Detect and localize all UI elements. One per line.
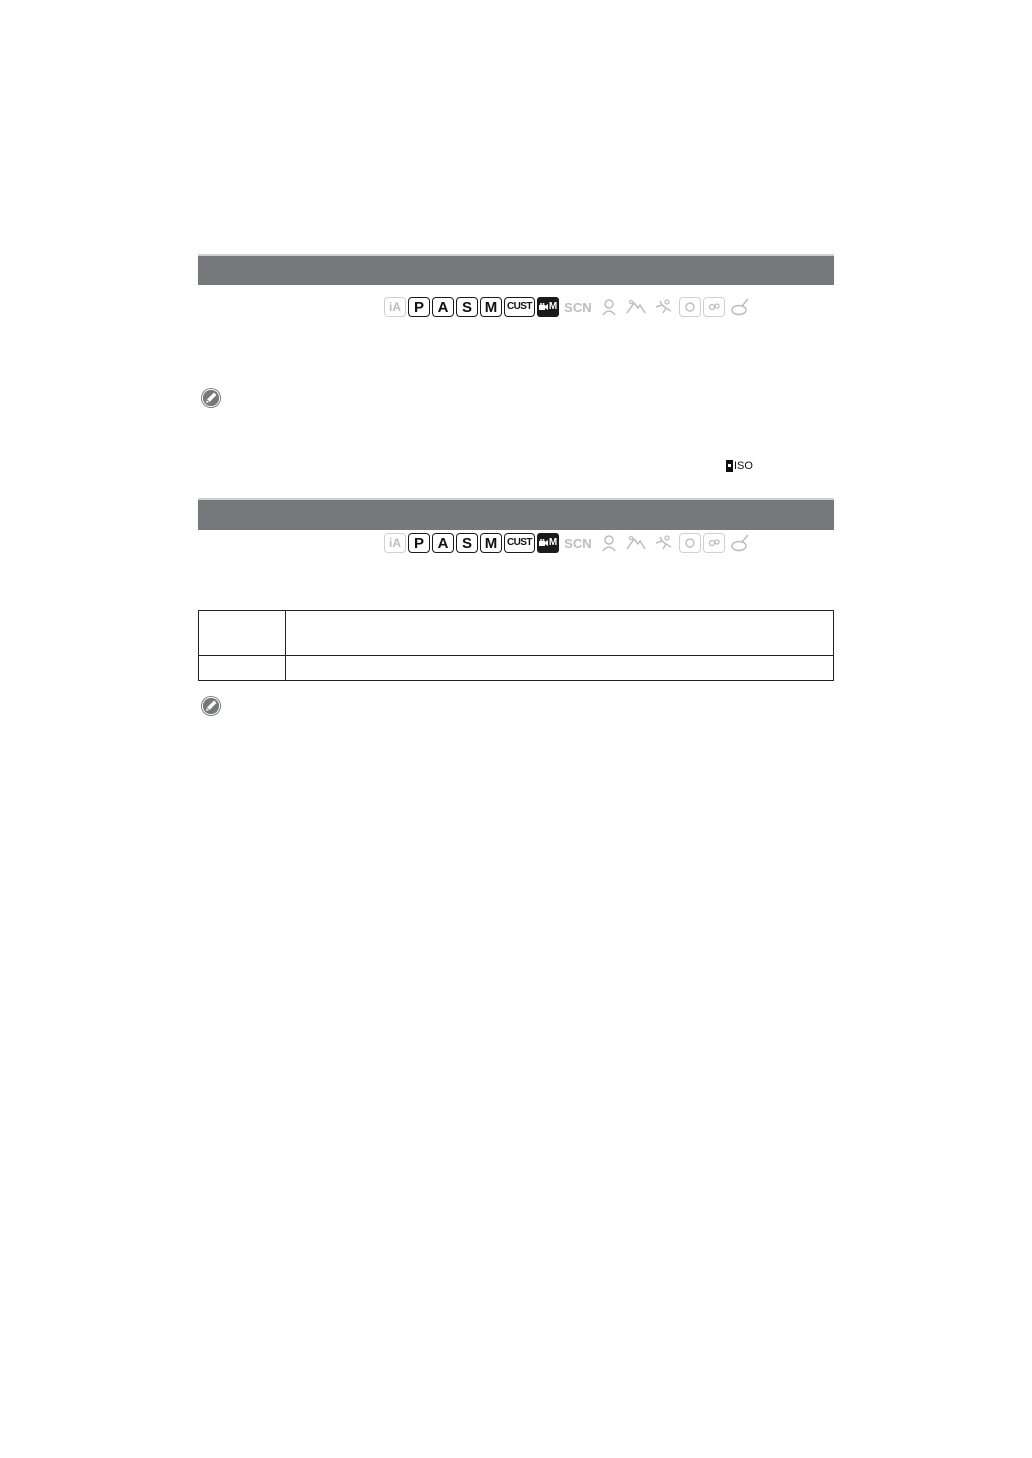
iso-label: ISO [734,459,753,472]
close-up-scene-icon [679,297,701,317]
scene-mode-icon: SCN [564,299,592,315]
close-up-scene-icon [679,533,701,553]
manual-mode-icon: M [480,533,502,553]
program-mode-icon: P [408,533,430,553]
shutter-mode-icon: S [456,533,478,553]
table-row [199,611,834,656]
night-portrait-scene-icon [703,297,725,317]
portrait-scene-icon [597,533,621,553]
sports-scene-icon [651,533,677,553]
note-pencil-icon [200,695,222,717]
section-header-bar-2 [198,498,834,530]
mode-icons-row-2 [384,532,753,554]
intelligent-iso-icon [726,460,753,472]
food-scene-icon [727,297,753,317]
scenery-scene-icon [623,533,649,553]
table-row [199,656,834,681]
scenery-scene-icon [623,297,649,317]
aperture-mode-icon: A [432,533,454,553]
night-portrait-scene-icon [703,533,725,553]
intelligent-auto-icon: iA [384,297,406,317]
table-cell [286,656,834,681]
custom-mode-icon: CUST [504,297,535,317]
settings-table [198,610,834,681]
table-cell [286,611,834,656]
table-cell [199,656,286,681]
shutter-mode-icon: S [456,297,478,317]
note-pencil-icon [200,387,222,409]
custom-mode-icon: CUST [504,533,535,553]
portrait-scene-icon [597,297,621,317]
sports-scene-icon [651,297,677,317]
manual-mode-icon: M [480,297,502,317]
program-mode-icon: P [408,297,430,317]
intelligent-auto-icon: iA [384,533,406,553]
movie-mode-icon: M [537,297,559,317]
section-header-bar-1 [198,254,834,285]
food-scene-icon [727,533,753,553]
movie-mode-icon: M [537,533,559,553]
table-cell [199,611,286,656]
scene-mode-icon: SCN [564,535,592,551]
mode-icons-row-1 [384,296,753,318]
aperture-mode-icon: A [432,297,454,317]
